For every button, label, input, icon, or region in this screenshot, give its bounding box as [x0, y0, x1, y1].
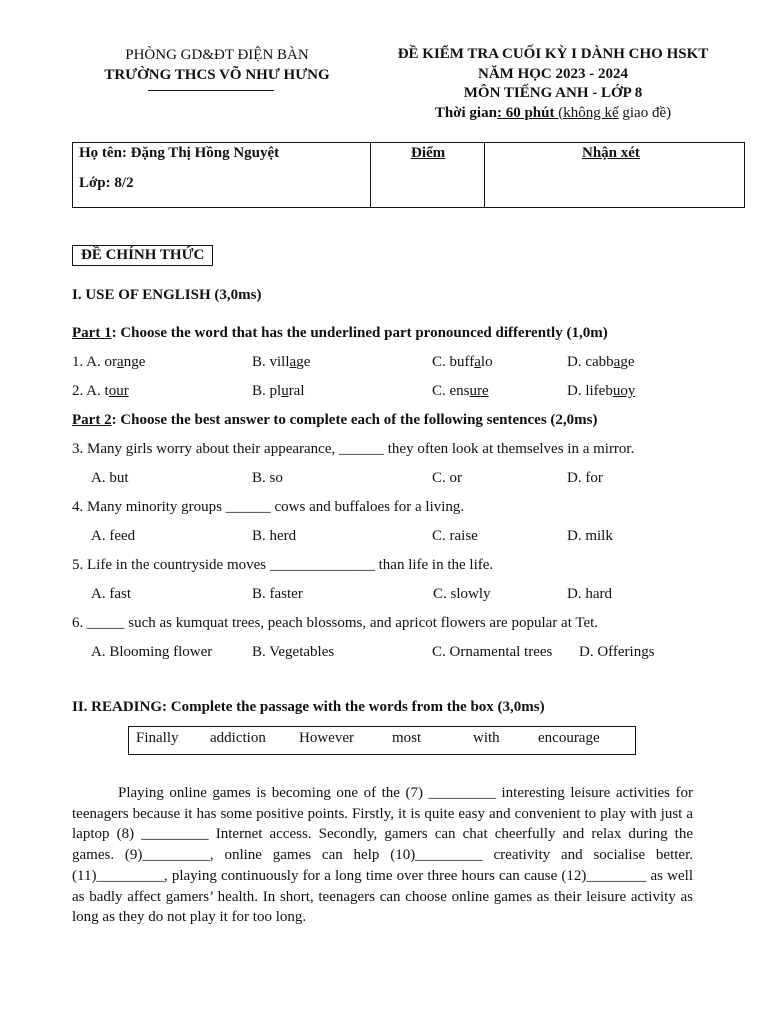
header-right — [370, 45, 736, 123]
q6-option-a: A. Blooming flower — [91, 644, 213, 660]
opt-underlined: a — [289, 354, 297, 370]
word-box-item: most — [392, 730, 422, 746]
q5-stem: 5. Life in the countryside moves ______________ than life in the life. — [72, 557, 494, 573]
word-box-item: with — [473, 730, 500, 746]
reading-passage: Playing online games is becoming one of the (7) _________ interesting leisure activities for teenagers because it has some positive points. Firstly, it is quite easy and convenient to play with just a laptop (8) _________ Internet access. Secondly, gamers can chat cheerfully and relax during the games. (9)_________, online games can help (10)_________ creativity and socialise better. (11)_________, playing continuously for a long time over three hours can cause (12)________ as well as badly affect gamers’ health. In short, teenagers can choose online games as their leisure activity as long as they do not play it for too long. — [72, 785, 693, 926]
q6-stem: 6. _____ such as kumquat trees, peach blossoms, and apricot flowers are popular at Tet. — [72, 615, 599, 631]
q5-option-d: D. hard — [567, 586, 612, 602]
q1-option-c — [432, 352, 493, 372]
q5-option-c: C. slowly — [433, 586, 491, 602]
student-class: Lớp: 8/2 — [79, 175, 134, 191]
q1-number: 1. A. — [72, 354, 105, 370]
part1-label: Part 1 — [72, 325, 112, 341]
part1-text: : Choose the word that has the underlined part pronounced differently (1,0m) — [111, 325, 608, 341]
header-left — [72, 45, 362, 85]
opt-underlined: uoy — [612, 383, 636, 399]
q4-option-c: C. raise — [432, 528, 478, 544]
q2-option-d — [567, 381, 635, 401]
word-box-item: Finally — [136, 730, 179, 746]
q4-option-d: D. milk — [567, 528, 613, 544]
word-box-item: addiction — [210, 730, 266, 746]
q4-stem: 4. Many minority groups ______ cows and buffaloes for a living. — [72, 499, 465, 515]
opt-pre: or — [104, 354, 118, 370]
school-year: NĂM HỌC 2023 - 2024 — [478, 65, 628, 82]
q2-option-c — [432, 381, 489, 401]
exam-title: ĐỀ KIỂM TRA CUỐI KỲ I DÀNH CHO HSKT — [397, 46, 709, 62]
opt-underlined: u — [281, 383, 289, 399]
q3-option-d: D. for — [567, 470, 603, 486]
opt-pre: C. ens — [432, 383, 470, 399]
header-divider — [148, 90, 274, 91]
opt-pre: B. pl — [252, 383, 282, 399]
q6-option-d: D. Offerings — [579, 644, 655, 660]
section1-heading: I. USE OF ENGLISH (3,0ms) — [72, 287, 262, 303]
opt-post: lo — [480, 354, 493, 370]
part2-label: Part 2 — [72, 412, 112, 428]
q1-option-d — [567, 352, 635, 372]
student-info-table — [72, 142, 745, 208]
opt-pre: D. cabb — [567, 354, 614, 370]
q6-option-c: C. Ornamental trees — [432, 644, 553, 660]
time-label: Thời gian — [434, 104, 497, 121]
q3-option-c: C. or — [432, 470, 462, 486]
q1-option-b — [252, 352, 310, 372]
part2-text: : Choose the best answer to complete each of the following sentences (2,0ms) — [111, 412, 598, 428]
comment-header: Nhận xét — [582, 145, 640, 161]
section2-heading: II. READING: Complete the passage with the words from the box (3,0ms) — [72, 699, 545, 715]
opt-underlined: a — [117, 354, 124, 370]
word-box-item: encourage — [538, 730, 600, 746]
opt-underlined: a — [613, 354, 621, 370]
score-cell — [370, 143, 485, 207]
time-note-a: (không kể — [554, 104, 619, 121]
time-note-b: giao đề) — [618, 104, 672, 121]
student-name: Họ tên: Đặng Thị Hồng Nguyệt — [79, 145, 280, 161]
subject-grade: MÔN TIẾNG ANH - LỚP 8 — [463, 85, 643, 101]
q3-option-b: B. so — [252, 470, 283, 486]
time-line — [370, 104, 736, 124]
score-header: Điểm — [411, 145, 446, 161]
time-value: : 60 phút — [496, 104, 555, 121]
opt-underlined: ure — [469, 383, 489, 399]
q2-number: 2. A. — [72, 383, 105, 399]
q4-option-b: B. herd — [252, 528, 297, 544]
comment-cell — [484, 143, 744, 207]
q5-option-a: A. fast — [91, 586, 131, 602]
opt-post: ge — [620, 354, 635, 370]
opt-pre: t — [104, 383, 109, 399]
opt-post: ge — [296, 354, 311, 370]
q1-option-a — [72, 352, 145, 372]
department-name: PHÒNG GD&ĐT ĐIỆN BÀN — [125, 47, 309, 63]
word-box — [128, 726, 636, 755]
q2-option-b — [252, 381, 305, 401]
opt-underlined: our — [108, 383, 129, 399]
q6-option-b: B. Vegetables — [252, 644, 335, 660]
part1-instruction — [72, 323, 608, 343]
opt-pre: D. lifeb — [567, 383, 613, 399]
q3-option-a: A. but — [91, 470, 129, 486]
word-box-item: However — [299, 730, 354, 746]
school-name: TRƯỜNG THCS VÕ NHƯ HƯNG — [104, 67, 330, 83]
opt-pre: C. buff — [432, 354, 475, 370]
opt-post: ral — [288, 383, 305, 399]
student-cell — [73, 143, 371, 207]
q4-option-a: A. feed — [91, 528, 136, 544]
part2-instruction — [72, 410, 597, 430]
opt-pre: B. vill — [252, 354, 290, 370]
opt-post: nge — [123, 354, 146, 370]
q3-stem: 3. Many girls worry about their appearance, ______ they often look at themselves in a mirror. — [72, 441, 635, 457]
q2-option-a — [72, 381, 129, 401]
official-label: ĐỀ CHÍNH THỨC — [72, 245, 213, 266]
opt-underlined: a — [474, 354, 481, 370]
q5-option-b: B. faster — [252, 586, 303, 602]
